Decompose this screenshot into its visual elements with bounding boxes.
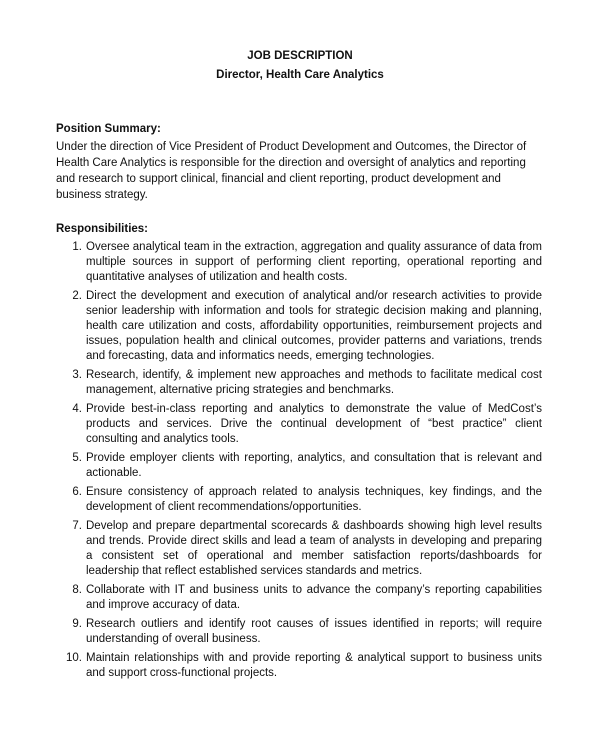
list-item-text: Research, identify, & implement new approaches and methods to facilitate medical cost management, alternative pricing strategies and benchmarks.	[86, 369, 542, 396]
list-item-text: Ensure consistency of approach related to analysis techniques, key findings, and the development of client recommendations/opportunities.	[86, 486, 542, 513]
list-item-text: Provide employer clients with reporting, analytics, and consultation that is relevant and actionable.	[86, 452, 542, 479]
list-item-number: 3.	[72, 369, 82, 381]
document-title: JOB DESCRIPTION	[247, 50, 353, 62]
position-summary-text: Under the direction of Vice President of Product Development and Outcomes, the Director of Health Care Analytics is responsible for the direction and oversight of analytics and reporting and research to support clinical, financial and client reporting, product development and business strategy.	[56, 141, 527, 201]
list-item-number: 7.	[72, 520, 82, 532]
list-item-text: Maintain relationships with and provide reporting & analytical support to business units and support cross-functional projects.	[86, 652, 542, 679]
list-item-number: 6.	[72, 486, 82, 498]
list-item-text: Collaborate with IT and business units to advance the company’s reporting capabilities and improve accuracy of data.	[86, 584, 542, 611]
list-item-text: Develop and prepare departmental scorecards & dashboards showing high level results and trends. Provide direct skills and lead a team of analysts in developing and preparing a consistent set of operational and member satisfaction reports/dashboards for leadership that reflect established services standards and metrics.	[86, 520, 542, 577]
list-item-text: Direct the development and execution of analytical and/or research activities to provide senior leadership with information and tools for strategic decision making and planning, health care utilization and costs, affordability opportunities, reimbursement projects and issues, population health and clinical outcomes, provider patterns and variations, trends and forecasting, data and informatics needs, emerging technologies.	[86, 290, 542, 362]
list-item-number: 9.	[72, 618, 82, 630]
list-item-text: Oversee analytical team in the extraction, aggregation and quality assurance of data from multiple sources in support of performing client reporting, operational reporting and quantitative analyses of utilization and health costs.	[86, 241, 542, 283]
list-item-text: Research outliers and identify root causes of issues identified in reports; will require understanding of overall business.	[86, 618, 542, 645]
list-item	[0, 519, 600, 579]
responsibilities-heading: Responsibilities:	[56, 223, 149, 235]
responsibilities-list	[0, 240, 600, 685]
list-item-number: 5.	[72, 452, 82, 464]
list-item	[0, 289, 600, 364]
list-item-number: 1.	[72, 241, 82, 253]
list-item	[0, 402, 600, 447]
list-item-number: 2.	[72, 290, 82, 302]
list-item-text: Provide best-in-class reporting and analytics to demonstrate the value of MedCost’s products and services. Drive the continual development of “best practice” client consulting and analytics tools.	[86, 403, 542, 445]
list-item-number: 4.	[72, 403, 82, 415]
list-item	[0, 651, 600, 681]
list-item-number: 10.	[66, 652, 82, 664]
list-item	[0, 583, 600, 613]
list-item	[0, 368, 600, 398]
list-item	[0, 485, 600, 515]
list-item	[0, 451, 600, 481]
list-item	[0, 617, 600, 647]
list-item-number: 8.	[72, 584, 82, 596]
position-summary-heading: Position Summary:	[56, 123, 161, 135]
list-item	[0, 240, 600, 285]
document-subtitle: Director, Health Care Analytics	[216, 69, 384, 81]
